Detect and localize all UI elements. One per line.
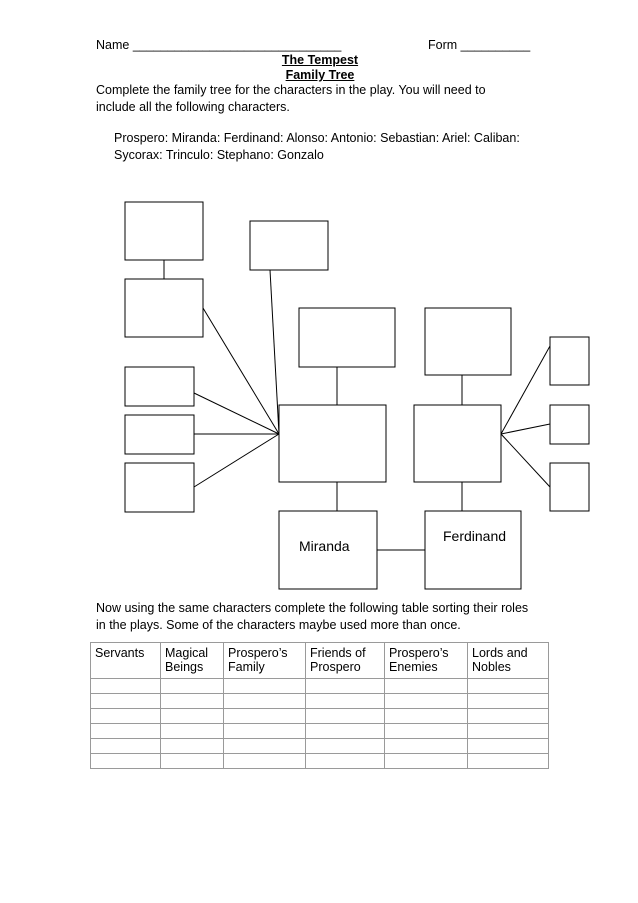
table-row — [91, 679, 549, 694]
tree-box-left-top[interactable] — [125, 202, 203, 260]
header-lords-and-nobles: Lords and Nobles — [468, 643, 549, 679]
tree-box-left-second[interactable] — [125, 279, 203, 337]
table-cell[interactable] — [468, 694, 549, 709]
connector-line — [501, 434, 550, 487]
table-cell[interactable] — [91, 739, 161, 754]
table-cell[interactable] — [306, 754, 385, 769]
connector-line — [194, 434, 279, 487]
tree-box-left-small-2[interactable] — [125, 415, 194, 454]
table-cell[interactable] — [385, 679, 468, 694]
table-row — [91, 739, 549, 754]
table-cell[interactable] — [161, 679, 224, 694]
character-list-line-1: Prospero: Miranda: Ferdinand: Alonso: Antonio: Sebastian: Ariel: Caliban: — [114, 131, 520, 145]
worksheet-subtitle: Family Tree — [285, 68, 355, 82]
header-prosperos-family: Prospero’s Family — [224, 643, 306, 679]
connector-line — [501, 424, 550, 434]
miranda-label: Miranda — [299, 538, 350, 554]
table-cell[interactable] — [161, 724, 224, 739]
table-cell[interactable] — [91, 679, 161, 694]
tree-box-center-main[interactable] — [279, 405, 386, 482]
table-cell[interactable] — [385, 754, 468, 769]
form-field-label: Form __________ — [428, 38, 531, 52]
connector-line — [203, 308, 279, 434]
table-cell[interactable] — [224, 724, 306, 739]
table-cell[interactable] — [91, 724, 161, 739]
table-cell[interactable] — [385, 694, 468, 709]
table-body — [91, 679, 549, 769]
table-cell[interactable] — [224, 694, 306, 709]
tree-box-far-right-1[interactable] — [550, 337, 589, 385]
tree-box-right-top[interactable] — [425, 308, 511, 375]
table-cell[interactable] — [91, 709, 161, 724]
header-magical-beings: Magical Beings — [161, 643, 224, 679]
table-cell[interactable] — [306, 709, 385, 724]
ferdinand-label: Ferdinand — [443, 528, 507, 544]
table-row — [91, 709, 549, 724]
table-cell[interactable] — [224, 679, 306, 694]
table-cell[interactable] — [91, 694, 161, 709]
table-row — [91, 694, 549, 709]
table-cell[interactable] — [224, 709, 306, 724]
table-cell[interactable] — [306, 724, 385, 739]
table-cell[interactable] — [468, 679, 549, 694]
tree-box-far-right-2[interactable] — [550, 405, 589, 444]
tree-box-left-small-1[interactable] — [125, 367, 194, 406]
table-cell[interactable] — [161, 739, 224, 754]
table-cell[interactable] — [161, 694, 224, 709]
tree-box-center-top[interactable] — [299, 308, 395, 367]
tree-box-right-main[interactable] — [414, 405, 501, 482]
table-cell[interactable] — [306, 679, 385, 694]
character-list-line-2: Sycorax: Trinculo: Stephano: Gonzalo — [114, 148, 324, 162]
table-cell[interactable] — [385, 724, 468, 739]
tree-box-far-right-3[interactable] — [550, 463, 589, 511]
table-cell[interactable] — [385, 709, 468, 724]
tree-box-left-small-3[interactable] — [125, 463, 194, 512]
table-cell[interactable] — [306, 694, 385, 709]
table-cell[interactable] — [385, 739, 468, 754]
header-prosperos-enemies: Prospero’s Enemies — [385, 643, 468, 679]
tree-box-upper-middle[interactable] — [250, 221, 328, 270]
roles-table — [90, 642, 549, 769]
table-cell[interactable] — [91, 754, 161, 769]
table-cell[interactable] — [468, 709, 549, 724]
name-field-label: Name ______________________________ — [96, 38, 342, 52]
worksheet-title: The Tempest — [281, 53, 359, 67]
table-cell[interactable] — [468, 724, 549, 739]
table-cell[interactable] — [306, 739, 385, 754]
table-cell[interactable] — [161, 709, 224, 724]
header-servants: Servants — [91, 643, 161, 679]
table-cell[interactable] — [468, 754, 549, 769]
table-header-row — [91, 643, 549, 679]
table-cell[interactable] — [224, 754, 306, 769]
header-friends-of-prospero: Friends of Prospero — [306, 643, 385, 679]
connector-line — [270, 270, 279, 434]
table-cell[interactable] — [468, 739, 549, 754]
table-row — [91, 724, 549, 739]
tree-box-ferdinand[interactable] — [425, 511, 521, 589]
table-instructions-paragraph: Now using the same characters complete the following table sorting their roles in the plays. Some of the characters maybe used more than once. — [96, 601, 529, 632]
table-cell[interactable] — [224, 739, 306, 754]
instructions-paragraph: Complete the family tree for the characters in the play. You will need to include all the following characters. — [96, 83, 486, 114]
table-cell[interactable] — [161, 754, 224, 769]
table-row — [91, 754, 549, 769]
